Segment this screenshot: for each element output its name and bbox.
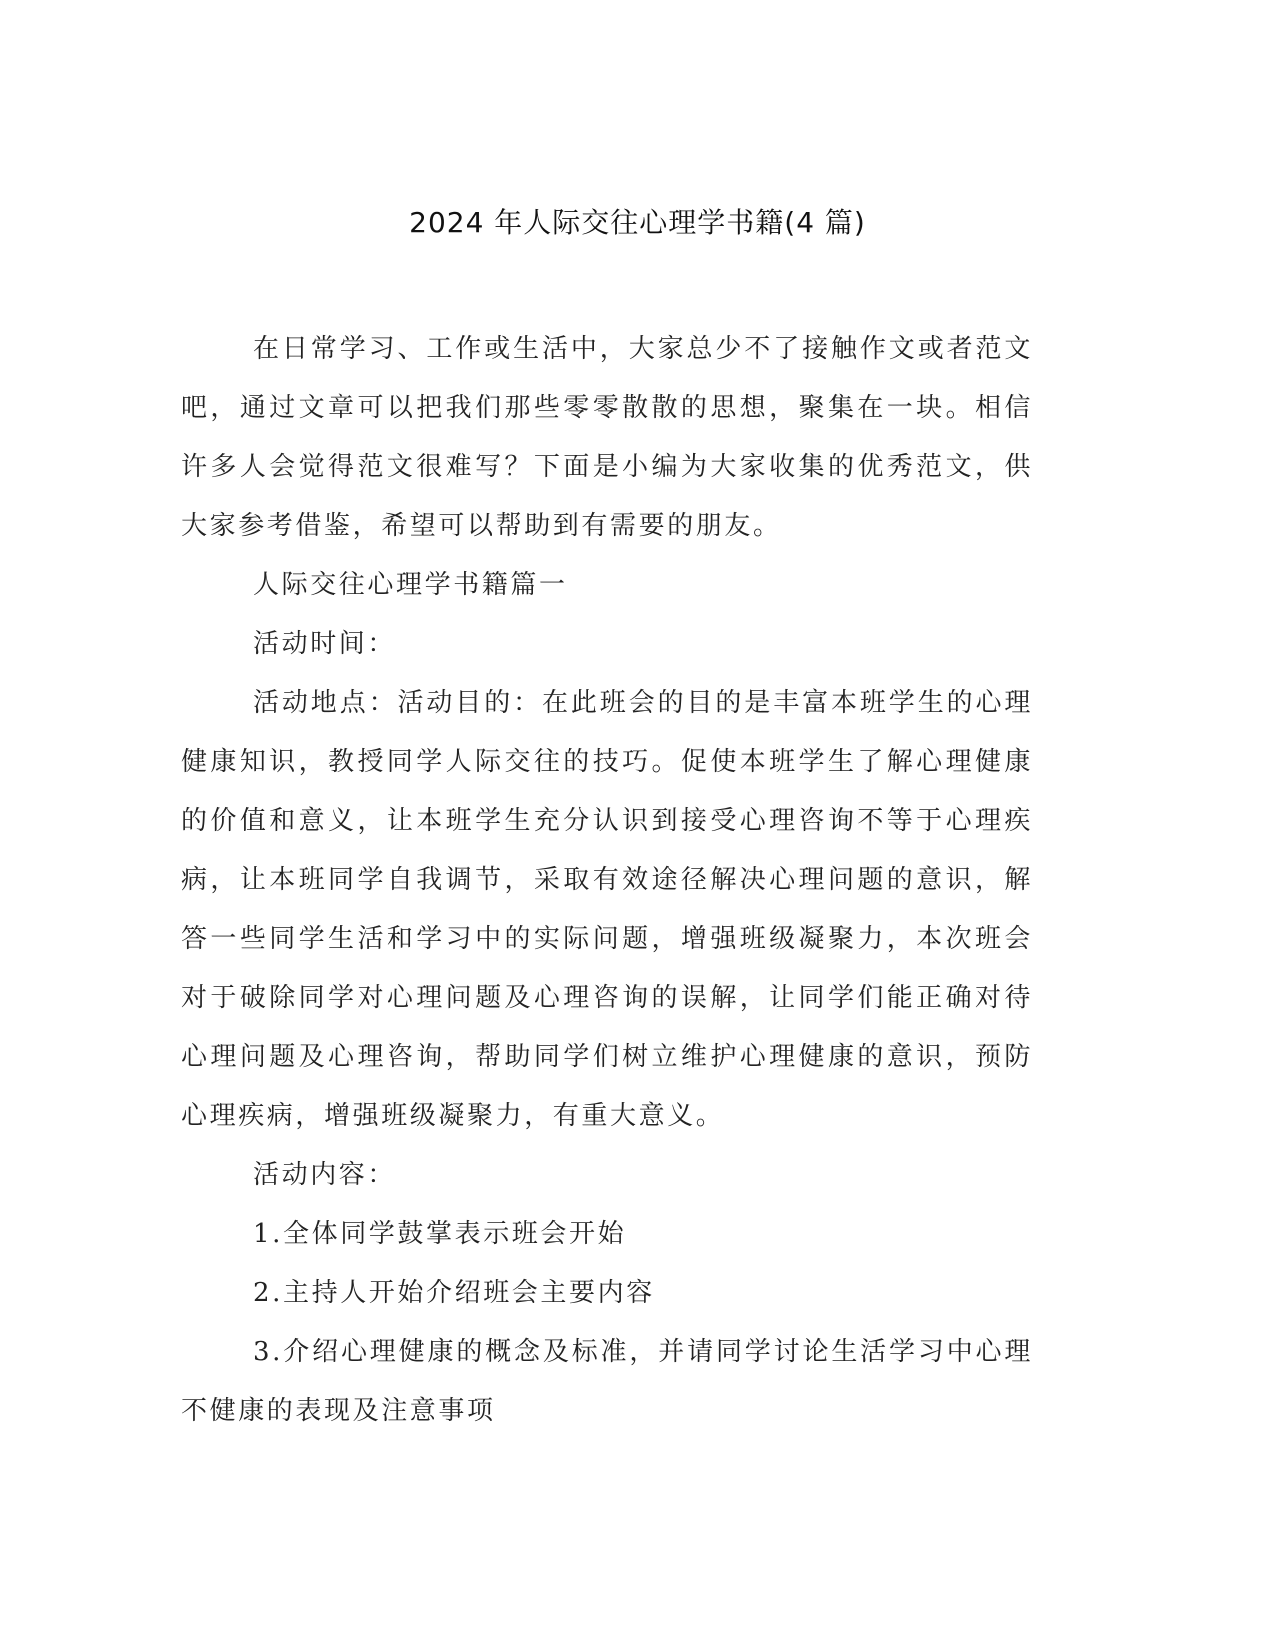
list-item: 1.全体同学鼓掌表示班会开始	[253, 1219, 627, 1249]
document-title: 2024 年人际交往心理学书籍(4 篇)	[409, 206, 866, 239]
activity-content-paragraph: 活动内容：	[253, 1160, 397, 1190]
list-item: 2.主持人开始介绍班会主要内容	[253, 1278, 655, 1308]
document-body	[181, 320, 1033, 1441]
intro-paragraph: 在日常学习、工作或生活中，大家总少不了接触作文或者范文吧，通过文章可以把我们那些零零散散的思想，聚集在一块。相信许多人会觉得范文很难写？下面是小编为大家收集的优秀范文，供大家参考借鉴，希望可以帮助到有需要的朋友。	[181, 334, 1033, 541]
activity-purpose-paragraph: 活动地点：活动目的：在此班会的目的是丰富本班学生的心理健康知识，教授同学人际交往的技巧。促使本班学生了解心理健康的价值和意义，让本班学生充分认识到接受心理咨询不等于心理疾病，让本班同学自我调节，采取有效途径解决心理问题的意识，解答一些同学生活和学习中的实际问题，增强班级凝聚力，本次班会对于破除同学对心理问题及心理咨询的误解，让同学们能正确对待心理问题及心理咨询，帮助同学们树立维护心理健康的意识，预防心理疾病，增强班级凝聚力，有重大意义。	[181, 688, 1033, 1131]
activity-time-paragraph: 活动时间：	[253, 629, 397, 659]
section-heading: 人际交往心理学书籍篇一	[253, 570, 568, 600]
list-item: 3.介绍心理健康的概念及标准，并请同学讨论生活学习中心理不健康的表现及注意事项	[181, 1337, 1033, 1426]
